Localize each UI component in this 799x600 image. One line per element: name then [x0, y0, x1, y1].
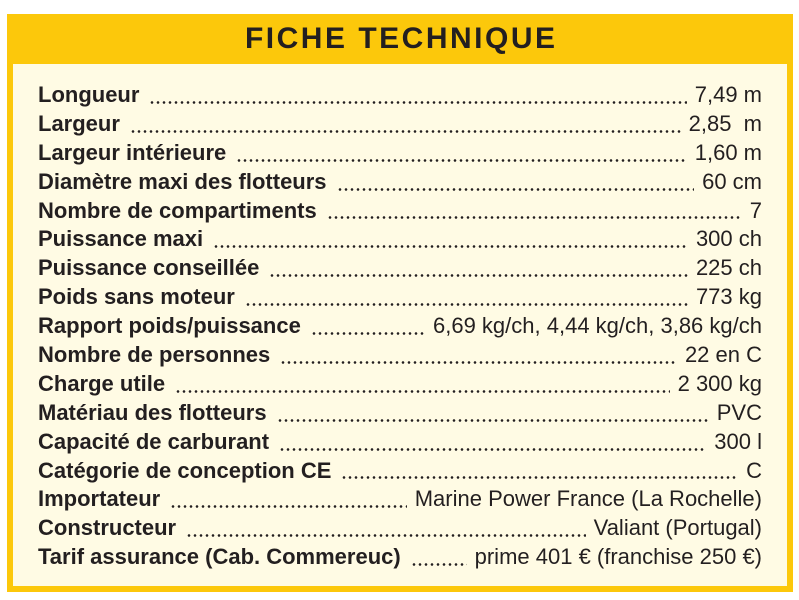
spec-row-personnes [38, 341, 762, 370]
dot-leader [186, 534, 586, 537]
spec-label: Importateur [38, 486, 161, 512]
spec-row-puissance-conseillee [38, 254, 762, 283]
dot-leader [337, 188, 695, 191]
dot-leader [175, 390, 669, 393]
spec-row-constructeur [38, 514, 762, 543]
spec-value: 300 ch [695, 226, 762, 252]
spec-value: 1,60 m [694, 139, 762, 165]
dot-leader [341, 476, 738, 479]
spec-label: Longueur [38, 81, 140, 107]
spec-row-carburant [38, 428, 762, 457]
spec-value: PVC [716, 399, 762, 425]
spec-row-poids [38, 283, 762, 312]
dot-leader [245, 303, 688, 306]
dot-leader [149, 101, 686, 104]
spec-row-categorie-ce [38, 457, 762, 486]
spec-row-compartiments [38, 197, 762, 226]
spec-label: Tarif assurance (Cab. Commereuc) [38, 544, 401, 570]
spec-value: 2 300 kg [677, 370, 762, 396]
spec-value: 773 kg [695, 284, 762, 310]
dot-leader [269, 274, 688, 277]
spec-label: Charge utile [38, 370, 166, 396]
spec-label: Poids sans moteur [38, 284, 235, 310]
spec-label: Puissance maxi [38, 226, 204, 252]
spec-row-tarif-assurance [38, 543, 762, 572]
spec-value: Marine Power France (La Rochelle) [414, 486, 762, 512]
spec-value: 225 ch [695, 255, 762, 281]
dot-leader [280, 361, 677, 364]
spec-label: Catégorie de conception CE [38, 457, 332, 483]
spec-row-puissance-maxi [38, 225, 762, 254]
spec-row-charge-utile [38, 370, 762, 399]
spec-list [13, 64, 787, 586]
dot-leader [213, 245, 688, 248]
spec-value: 60 cm [702, 168, 762, 194]
dot-leader [236, 159, 686, 162]
spec-value: C [746, 457, 762, 483]
spec-value: 2,85 m [688, 110, 762, 136]
dot-leader [279, 448, 706, 451]
spec-row-largeur-interieure [38, 139, 762, 168]
spec-row-longueur [38, 81, 762, 110]
spec-row-largeur [38, 110, 762, 139]
spec-sheet-frame [7, 14, 793, 592]
spec-value: 7,49 m [694, 81, 762, 107]
spec-row-materiau [38, 399, 762, 428]
spec-label: Constructeur [38, 515, 177, 541]
spec-row-rapport-poids-puissance [38, 312, 762, 341]
spec-value: 300 l [714, 428, 762, 454]
spec-label: Largeur [38, 110, 120, 136]
dot-leader [311, 332, 425, 335]
spec-value: prime 401 € (franchise 250 €) [474, 544, 762, 570]
spec-row-diametre-flotteurs [38, 168, 762, 197]
spec-label: Rapport poids/puissance [38, 313, 301, 339]
spec-value: 22 en C [684, 342, 762, 367]
dot-leader [277, 419, 709, 422]
spec-label: Diamètre maxi des flotteurs [38, 168, 327, 194]
spec-label: Capacité de carburant [38, 428, 270, 454]
spec-sheet-header [7, 14, 793, 64]
dot-leader [170, 505, 406, 508]
spec-label: Matériau des flotteurs [38, 399, 267, 425]
page-title: FICHE TECHNIQUE [244, 22, 558, 55]
spec-value: Valiant (Portugal) [593, 515, 762, 541]
spec-label: Nombre de personnes [38, 342, 271, 367]
spec-label: Puissance conseillée [38, 255, 260, 281]
dot-leader [411, 563, 467, 566]
spec-row-importateur [38, 485, 762, 514]
spec-label: Largeur intérieure [38, 139, 227, 165]
dot-leader [130, 130, 681, 133]
spec-value: 6,69 kg/ch, 4,44 kg/ch, 3,86 kg/ch [433, 313, 762, 339]
dot-leader [327, 216, 742, 219]
spec-value: 7 [749, 197, 762, 223]
spec-label: Nombre de compartiments [38, 197, 317, 223]
